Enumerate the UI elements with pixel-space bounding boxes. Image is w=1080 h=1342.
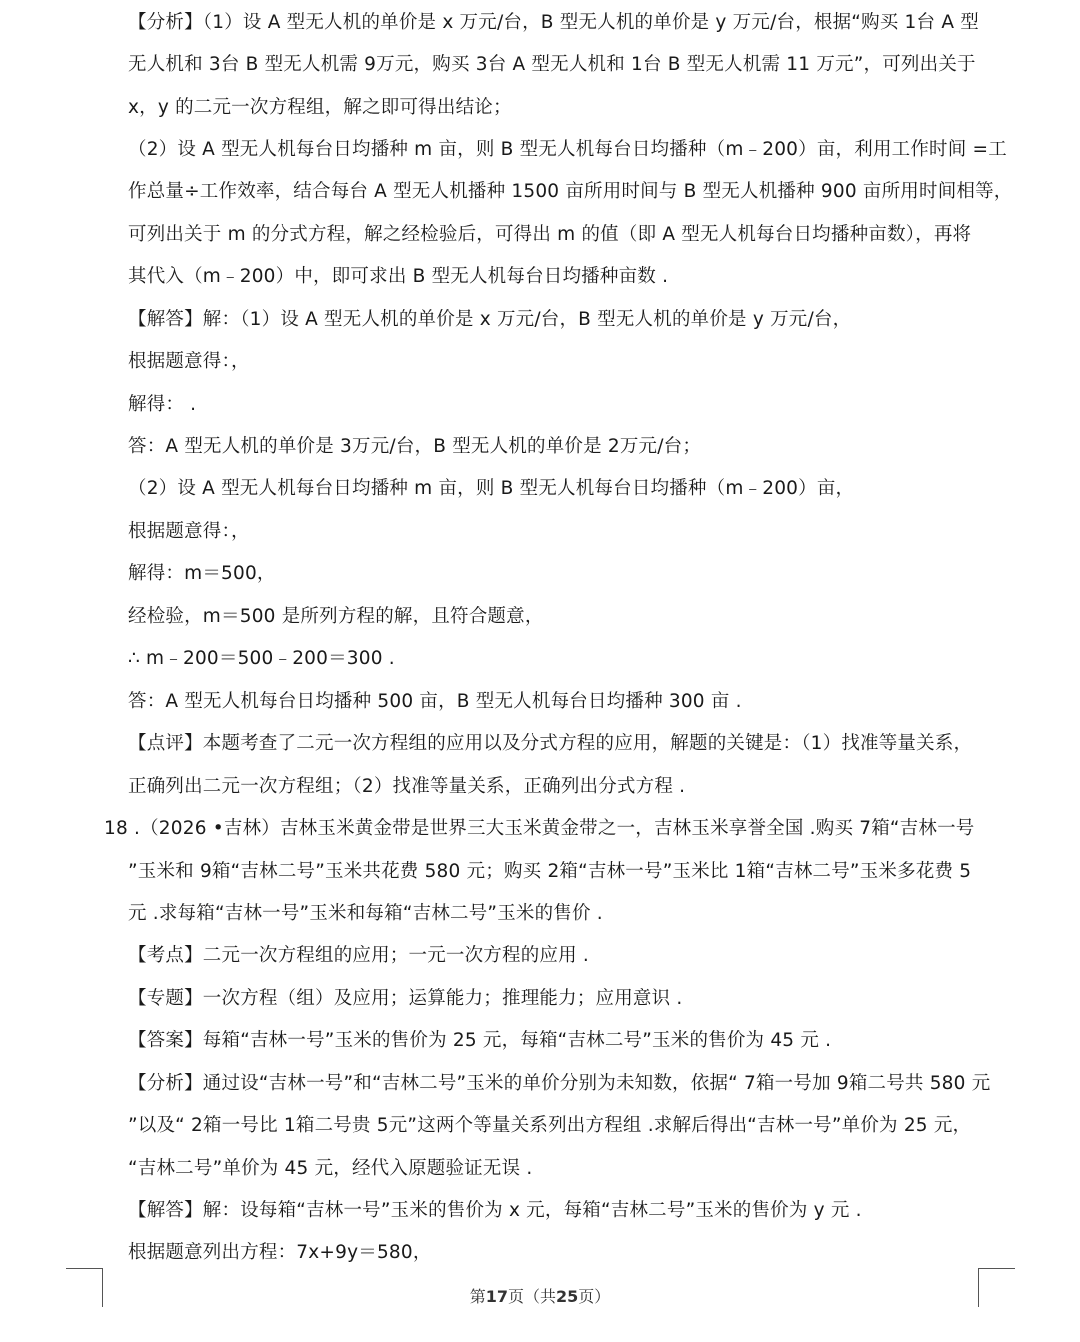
page-total: 25 (556, 1287, 579, 1306)
text-line: 答：A 型无人机每台日均播种 500 亩，B 型无人机每台日均播种 300 亩 . (128, 691, 742, 712)
text-line: （2）设 A 型无人机每台日均播种 m 亩，则 B 型无人机每台日均播种（m﹣200）亩， (128, 478, 855, 499)
page-prefix: 第 (469, 1287, 486, 1306)
text-line: 根据题意列出方程：7x+9y＝580， (128, 1242, 432, 1263)
text-line: 无人机和 3台 B 型无人机需 9万元，购买 3台 A 型无人机和 1台 B 型无人机需 11 万元”，可列出关于 (128, 54, 976, 75)
text-line: 正确列出二元一次方程组；（2）找准等量关系，正确列出分式方程 . (128, 776, 686, 797)
text-line: “吉林二号”单价为 45 元，经代入原题验证无误 . (128, 1158, 533, 1179)
text-line: 其代入（m﹣200）中，即可求出 B 型无人机每台日均播种亩数 . (128, 266, 669, 287)
text-line: 答：A 型无人机的单价是 3万元/台，B 型无人机的单价是 2万元/台； (128, 436, 702, 457)
text-line: 经检验，m＝500 是所列方程的解，且符合题意， (128, 606, 544, 627)
page-mid: 页（共 (507, 1287, 556, 1306)
text-line: ”以及“ 2箱一号比 1箱二号贵 5元”这两个等量关系列出方程组 .求解后得出“吉林一号”单价为 25 元， (128, 1115, 972, 1136)
text-line: 【考点】二元一次方程组的应用；一元一次方程的应用 . (128, 945, 589, 966)
text-line: 作总量÷工作效率，结合每台 A 型无人机播种 1500 亩所用时间与 B 型无人机播种 900 亩所用时间相等， (128, 181, 1013, 202)
text-line: 根据题意得：， (128, 521, 250, 542)
text-line: 【解答】解：（1）设 A 型无人机的单价是 x 万元/台，B 型无人机的单价是 y 万元/台， (128, 309, 852, 330)
text-line: 【答案】每箱“吉林一号”玉米的售价为 25 元，每箱“吉林二号”玉米的售价为 45 元 . (128, 1030, 832, 1051)
text-line: 元 .求每箱“吉林一号”玉米和每箱“吉林二号”玉米的售价 . (128, 903, 603, 924)
text-line: 【分析】通过设“吉林一号”和“吉林二号”玉米的单价分别为未知数，依据“ 7箱一号加 9箱二号共 580 元 (128, 1073, 991, 1094)
page-current: 17 (485, 1287, 508, 1306)
text-line: x，y 的二元一次方程组，解之即可得出结论； (128, 97, 512, 118)
text-line: （2）设 A 型无人机每台日均播种 m 亩，则 B 型无人机每台日均播种（m﹣200）亩，利用工作时间 =工 (128, 139, 1007, 160)
text-line: 根据题意得：， (128, 351, 250, 372)
text-line: 【解答】解：设每箱“吉林一号”玉米的售价为 x 元，每箱“吉林二号”玉米的售价为 y 元 . (128, 1200, 862, 1221)
text-line: 18 .（2026 •吉林）吉林玉米黄金带是世界三大玉米黄金带之一，吉林玉米享誉全国 .购买 7箱“吉林一号 (104, 818, 975, 839)
text-line: 【点评】本题考查了二元一次方程组的应用以及分式方程的应用，解题的关键是：（1）找准等量关系， (128, 733, 973, 754)
text-line: 【专题】一次方程（组）及应用；运算能力；推理能力；应用意识 . (128, 988, 683, 1009)
text-line: 解得：m＝500， (128, 563, 276, 584)
text-line: 解得： . (128, 394, 197, 415)
text-line: ∴ m﹣200＝500﹣200＝300 . (128, 648, 395, 669)
page-number-footer (0, 1284, 1080, 1307)
text-line: 可列出关于 m 的分式方程，解之经检验后，可得出 m 的值（即 A 型无人机每台日均播种亩数），再将 (128, 224, 972, 245)
text-line: ”玉米和 9箱“吉林二号”玉米共花费 580 元；购买 2箱“吉林一号”玉米比 1箱“吉林二号”玉米多花费 5 (128, 861, 972, 882)
page-suffix: 页） (578, 1287, 611, 1306)
text-line: 【分析】（1）设 A 型无人机的单价是 x 万元/台，B 型无人机的单价是 y 万元/台，根据“购买 1台 A 型 (128, 12, 979, 33)
